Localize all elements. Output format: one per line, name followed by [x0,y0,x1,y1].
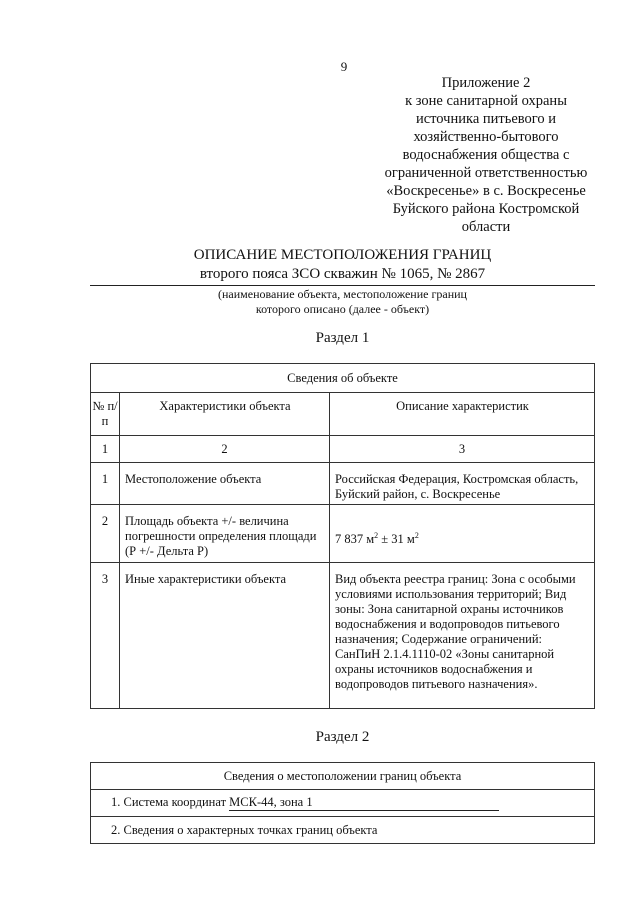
object-info-table [90,363,595,709]
appendix-line: «Воскресенье» в с. Воскресенье [386,183,586,199]
tolerance-unit-exponent: 2 [414,531,419,540]
title-note-line2: которого описано (далее - объект) [255,301,430,316]
object-info-table-title: Сведения об объекте [91,364,595,393]
appendix-line: к зоне санитарной охраны [405,93,567,109]
boundary-points-row: 2. Сведения о характерных точках границ объекта [91,817,595,844]
appendix-line: ограниченной ответственностью [384,165,588,181]
column-index: 2 [120,436,330,463]
appendix-line: Приложение 2 [441,75,531,91]
title-underline [90,285,595,286]
table-row [91,463,595,505]
description-title-block [90,246,595,316]
table-row [91,505,595,563]
row-characteristic: Иные характеристики объекта [120,563,330,709]
row-number: 3 [91,563,120,709]
appendix-line: области [461,219,511,235]
row-description: Российская Федерация, Костромская область, Буйский район, с. Воскресенье [330,463,595,505]
appendix-line: водоснабжения общества с [402,147,570,163]
coordinate-system-label: 1. Система координат [111,795,227,809]
column-header-characteristic: Характеристики объекта [120,393,330,436]
appendix-line: хозяйственно-бытового [413,129,559,145]
column-header-number: № п/п [91,393,120,436]
column-index: 3 [330,436,595,463]
coordinate-system-row [91,790,595,817]
area-tolerance: ± 31 м [378,532,415,547]
document-subtitle: второго пояса ЗСО скважин № 1065, № 2867 [199,266,486,282]
appendix-line: Буйского района Костромской [392,201,580,217]
row-description: Вид объекта реестра границ: Зона с особыми условиями использования территорий; Вид зоны: Зона санитарной охраны источников водоснабжения и водопроводов питьевого назначения; Содержание ограничений: СанПиН 2.1.4.1110-02 «Зоны санитарной охраны источников водоснабжения и водопроводов питьевого назначения». [330,563,595,709]
row-characteristic: Площадь объекта +/- величина погрешности определения площади (Р +/- Дельта Р) [120,505,330,563]
appendix-block [368,74,604,236]
area-unit-exponent: 2 [374,531,379,540]
row-description [330,505,595,563]
document-title: ОПИСАНИЕ МЕСТОПОЛОЖЕНИЯ ГРАНИЦ [193,247,492,263]
column-header-description: Описание характеристик [330,393,595,436]
title-note-line1: (наименование объекта, местоположение границ [218,287,467,301]
appendix-line: источника питьевого и [415,111,557,127]
coordinate-system-value: МСК-44, зона 1 [229,795,499,811]
section2-heading: Раздел 2 [315,729,370,745]
boundary-info-table [90,762,595,844]
section1-heading: Раздел 1 [315,330,370,346]
row-characteristic: Местоположение объекта [120,463,330,505]
row-number: 1 [91,463,120,505]
area-value: 7 837 м [335,532,375,547]
column-index: 1 [91,436,120,463]
table-row [91,563,595,709]
boundary-info-table-title: Сведения о местоположении границ объекта [91,763,595,790]
row-number: 2 [91,505,120,563]
page-number: 9 [340,59,348,74]
